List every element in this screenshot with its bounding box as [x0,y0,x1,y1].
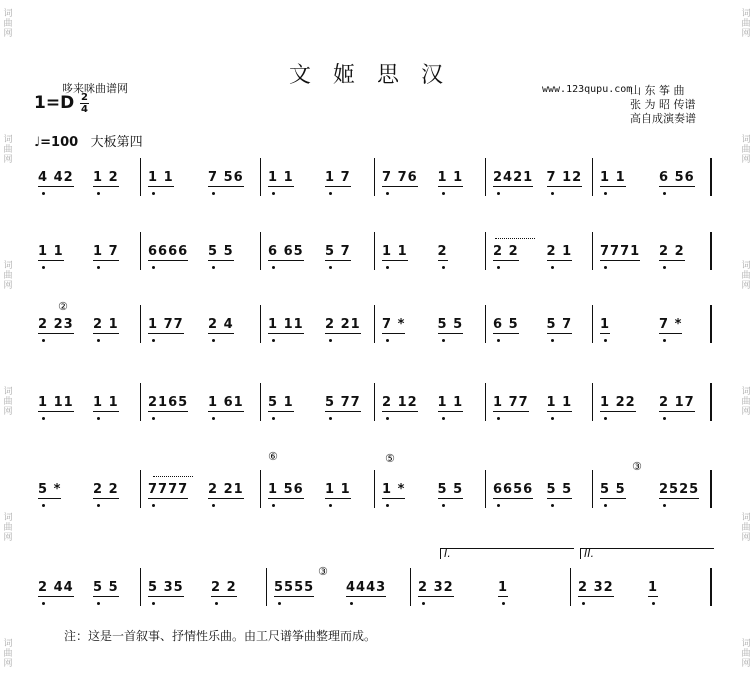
barline [260,158,261,196]
circled-mark: ③ [632,460,642,473]
trill-mark [495,238,535,242]
circled-mark: ⑤ [385,452,395,465]
credits [630,84,696,126]
note-group: 1 1 [382,244,408,259]
watermark-text: 词曲网 [741,387,751,417]
barline [374,305,375,343]
note-group: 2 [437,244,448,259]
octave-dot [502,602,505,605]
watermark-text: 词曲网 [3,261,13,291]
barline [710,158,712,196]
octave-dot [97,417,100,420]
barline [260,305,261,343]
octave-dot [663,192,666,195]
octave-dot [97,602,100,605]
octave-dot [42,417,45,420]
watermark-text: 词曲网 [3,9,13,39]
note-group: 5 5 [208,244,234,259]
octave-dot [212,192,215,195]
octave-dot [278,602,281,605]
octave-dot [604,266,607,269]
tempo-marking [34,131,143,150]
note-group: 6 65 [268,244,304,259]
note-group: 4443 [346,580,387,595]
octave-dot [497,192,500,195]
octave-dot [551,339,554,342]
barline [710,305,712,343]
barline [374,470,375,508]
barline [140,158,141,196]
barline [260,383,261,421]
barline [140,383,141,421]
note-group: 7 * [659,317,683,332]
note-group: 2 21 [325,317,361,332]
barline [485,232,486,270]
note-group: 1 77 [493,395,529,410]
octave-dot [386,504,389,507]
note-group: 6 56 [659,170,695,185]
note-group: 7 12 [546,170,583,185]
note-group: 2 2 [659,244,685,259]
octave-dot [604,504,607,507]
octave-dot [329,192,332,195]
watermark-text: 词曲网 [741,135,751,165]
barline [592,383,593,421]
octave-dot [42,339,45,342]
note-group: 1 1 [437,395,464,410]
note-group: 2 2 [493,244,519,259]
note-group: 7 76 [382,170,418,185]
octave-dot [442,339,445,342]
barline [710,232,712,270]
watermark-text: 词曲网 [741,513,751,544]
score-line [30,158,720,228]
octave-dot [604,192,607,195]
octave-dot [272,417,275,420]
note-group: 1 [498,580,509,595]
watermark-text: 词曲网 [3,513,13,544]
barline [485,305,486,343]
octave-dot [442,504,445,507]
octave-dot [350,602,353,605]
note-group: 2525 [659,482,700,497]
barline [140,568,141,606]
barline [260,232,261,270]
octave-dot [497,504,500,507]
note-group: 1 [600,317,611,332]
note-group: 5 5 [600,482,626,497]
octave-dot [442,266,445,269]
octave-dot [551,417,554,420]
note-group: 1 1 [38,244,64,259]
octave-dot [215,602,218,605]
note-group: 1 2 [93,170,119,185]
octave-dot [442,192,445,195]
barline [374,232,375,270]
note-group: 2 12 [382,395,418,410]
site-url[interactable]: www.123qupu.com [542,84,633,95]
octave-dot [42,266,45,269]
octave-dot [152,339,155,342]
octave-dot [386,339,389,342]
note-group: 2 2 [93,482,119,497]
octave-dot [212,417,215,420]
barline [140,232,141,270]
note-group: 2 44 [38,580,74,595]
octave-dot [497,266,500,269]
barline [710,568,712,606]
side-watermark-left [0,0,16,680]
watermark-text: 词曲网 [3,135,13,165]
octave-dot [152,192,155,195]
note-group: 7771 [600,244,641,259]
score-line [30,305,720,375]
octave-dot [272,339,275,342]
note-group: 1 1 [268,170,294,185]
note-group: 6666 [148,244,189,259]
note-group: 1 61 [208,395,244,410]
watermark-text: 词曲网 [741,9,751,39]
barline [374,383,375,421]
note-group: 2 1 [93,317,119,332]
octave-dot [386,417,389,420]
note-group: 1 77 [148,317,184,332]
octave-dot [329,417,332,420]
note-group: 1 11 [268,317,304,332]
note-group: 5 77 [325,395,361,410]
note-group: 5 1 [268,395,294,410]
barline [710,470,712,508]
note-group: 6 5 [493,317,519,332]
octave-dot [212,504,215,507]
score-line [30,383,720,453]
barline [485,158,486,196]
barline [570,568,571,606]
octave-dot [152,417,155,420]
barline [140,305,141,343]
octave-dot [422,602,425,605]
barline [592,305,593,343]
octave-dot [663,339,666,342]
octave-dot [97,504,100,507]
note-group: 2421 [493,170,534,185]
note-group: 1 56 [268,482,304,497]
note-group: 1 1 [546,395,573,410]
note-group: 2 2 [211,580,237,595]
note-group: 1 22 [600,395,636,410]
watermark-text: 词曲网 [3,639,13,670]
note-group: 1 1 [93,395,119,410]
tempo-value: ♩=100 [34,135,79,150]
octave-dot [272,192,275,195]
barline [592,232,593,270]
key-signature: 1=D [34,93,75,113]
note-group: 2 1 [546,244,573,259]
octave-dot [497,339,500,342]
note-group: 1 7 [325,170,351,185]
note-group: 2 32 [418,580,454,595]
note-group: 6656 [493,482,534,497]
octave-dot [152,504,155,507]
octave-dot [604,339,607,342]
barline [374,158,375,196]
octave-dot [97,339,100,342]
octave-dot [551,266,554,269]
barline [485,470,486,508]
octave-dot [551,504,554,507]
octave-dot [663,504,666,507]
octave-dot [212,266,215,269]
note-group: 5 7 [325,244,351,259]
barline [485,383,486,421]
octave-dot [97,266,100,269]
credit-line: 山 东 筝 曲 [630,84,685,97]
note-group: 7777 [148,482,189,497]
octave-dot [329,504,332,507]
score-line [30,232,720,302]
barline [592,158,593,196]
note-group: 1 [648,580,659,595]
circled-mark: ③ [318,565,328,578]
octave-dot [152,266,155,269]
octave-dot [42,602,45,605]
octave-dot [551,192,554,195]
octave-dot [604,417,607,420]
circled-mark: ⑥ [268,450,278,463]
tempo-text: 大板第四 [90,135,143,150]
note-group: 1 * [382,482,406,497]
octave-dot [329,266,332,269]
note-group: 1 1 [148,170,174,185]
note-group: 1 7 [93,244,119,259]
barline [592,470,593,508]
meter-bottom: 4 [81,104,88,115]
octave-dot [97,192,100,195]
barline [410,568,411,606]
barline [710,383,712,421]
note-group: 5 7 [546,317,573,332]
score-line [30,470,720,540]
note-group: 1 1 [325,482,351,497]
note-group: 5 35 [148,580,184,595]
note-group: 5555 [274,580,315,595]
meter-top: 2 [81,92,88,103]
note-group: 7 * [382,317,406,332]
side-watermark-right [738,0,754,680]
octave-dot [152,602,155,605]
octave-dot [497,417,500,420]
octave-dot [386,192,389,195]
footnote: 注：这是一首叙事、抒情性乐曲。由工尺谱筝曲整理而成。 [64,629,377,643]
trill-mark [153,476,193,480]
octave-dot [442,417,445,420]
credit-line: 张 为 昭 传谱 [630,98,696,111]
note-group: 1 1 [600,170,626,185]
note-group: 5 5 [546,482,573,497]
octave-dot [272,266,275,269]
octave-dot [272,504,275,507]
note-group: 1 1 [437,170,464,185]
watermark-text: 词曲网 [741,639,751,670]
credit-line: 高自成演奏谱 [630,112,696,125]
watermark-text: 词曲网 [3,387,13,417]
note-group: 2 17 [659,395,695,410]
note-group: 1 11 [38,395,74,410]
octave-dot [212,339,215,342]
volta-bracket: II. [580,548,714,559]
note-group: 2 21 [208,482,244,497]
volta-bracket: I. [440,548,574,559]
octave-dot [42,504,45,507]
octave-dot [652,602,655,605]
barline [140,470,141,508]
barline [260,470,261,508]
watermark-text: 词曲网 [741,261,751,291]
octave-dot [386,266,389,269]
note-group: 5 5 [437,482,464,497]
octave-dot [42,192,45,195]
octave-dot [329,339,332,342]
circled-mark: ② [58,300,68,313]
octave-dot [582,602,585,605]
note-group: 2 4 [208,317,234,332]
octave-dot [663,266,666,269]
note-group: 2165 [148,395,189,410]
note-group: 4 42 [38,170,74,185]
octave-dot [663,417,666,420]
note-group: 5 * [38,482,62,497]
time-signature [80,92,89,115]
note-group: 7 56 [208,170,244,185]
note-group: 2 23 [38,317,74,332]
note-group: 5 5 [93,580,119,595]
score-title: 文姬思汉 [288,63,465,88]
barline [266,568,267,606]
note-group: 5 5 [437,317,464,332]
note-group: 2 32 [578,580,614,595]
site-label: 哆来咪曲谱网 [62,82,128,95]
